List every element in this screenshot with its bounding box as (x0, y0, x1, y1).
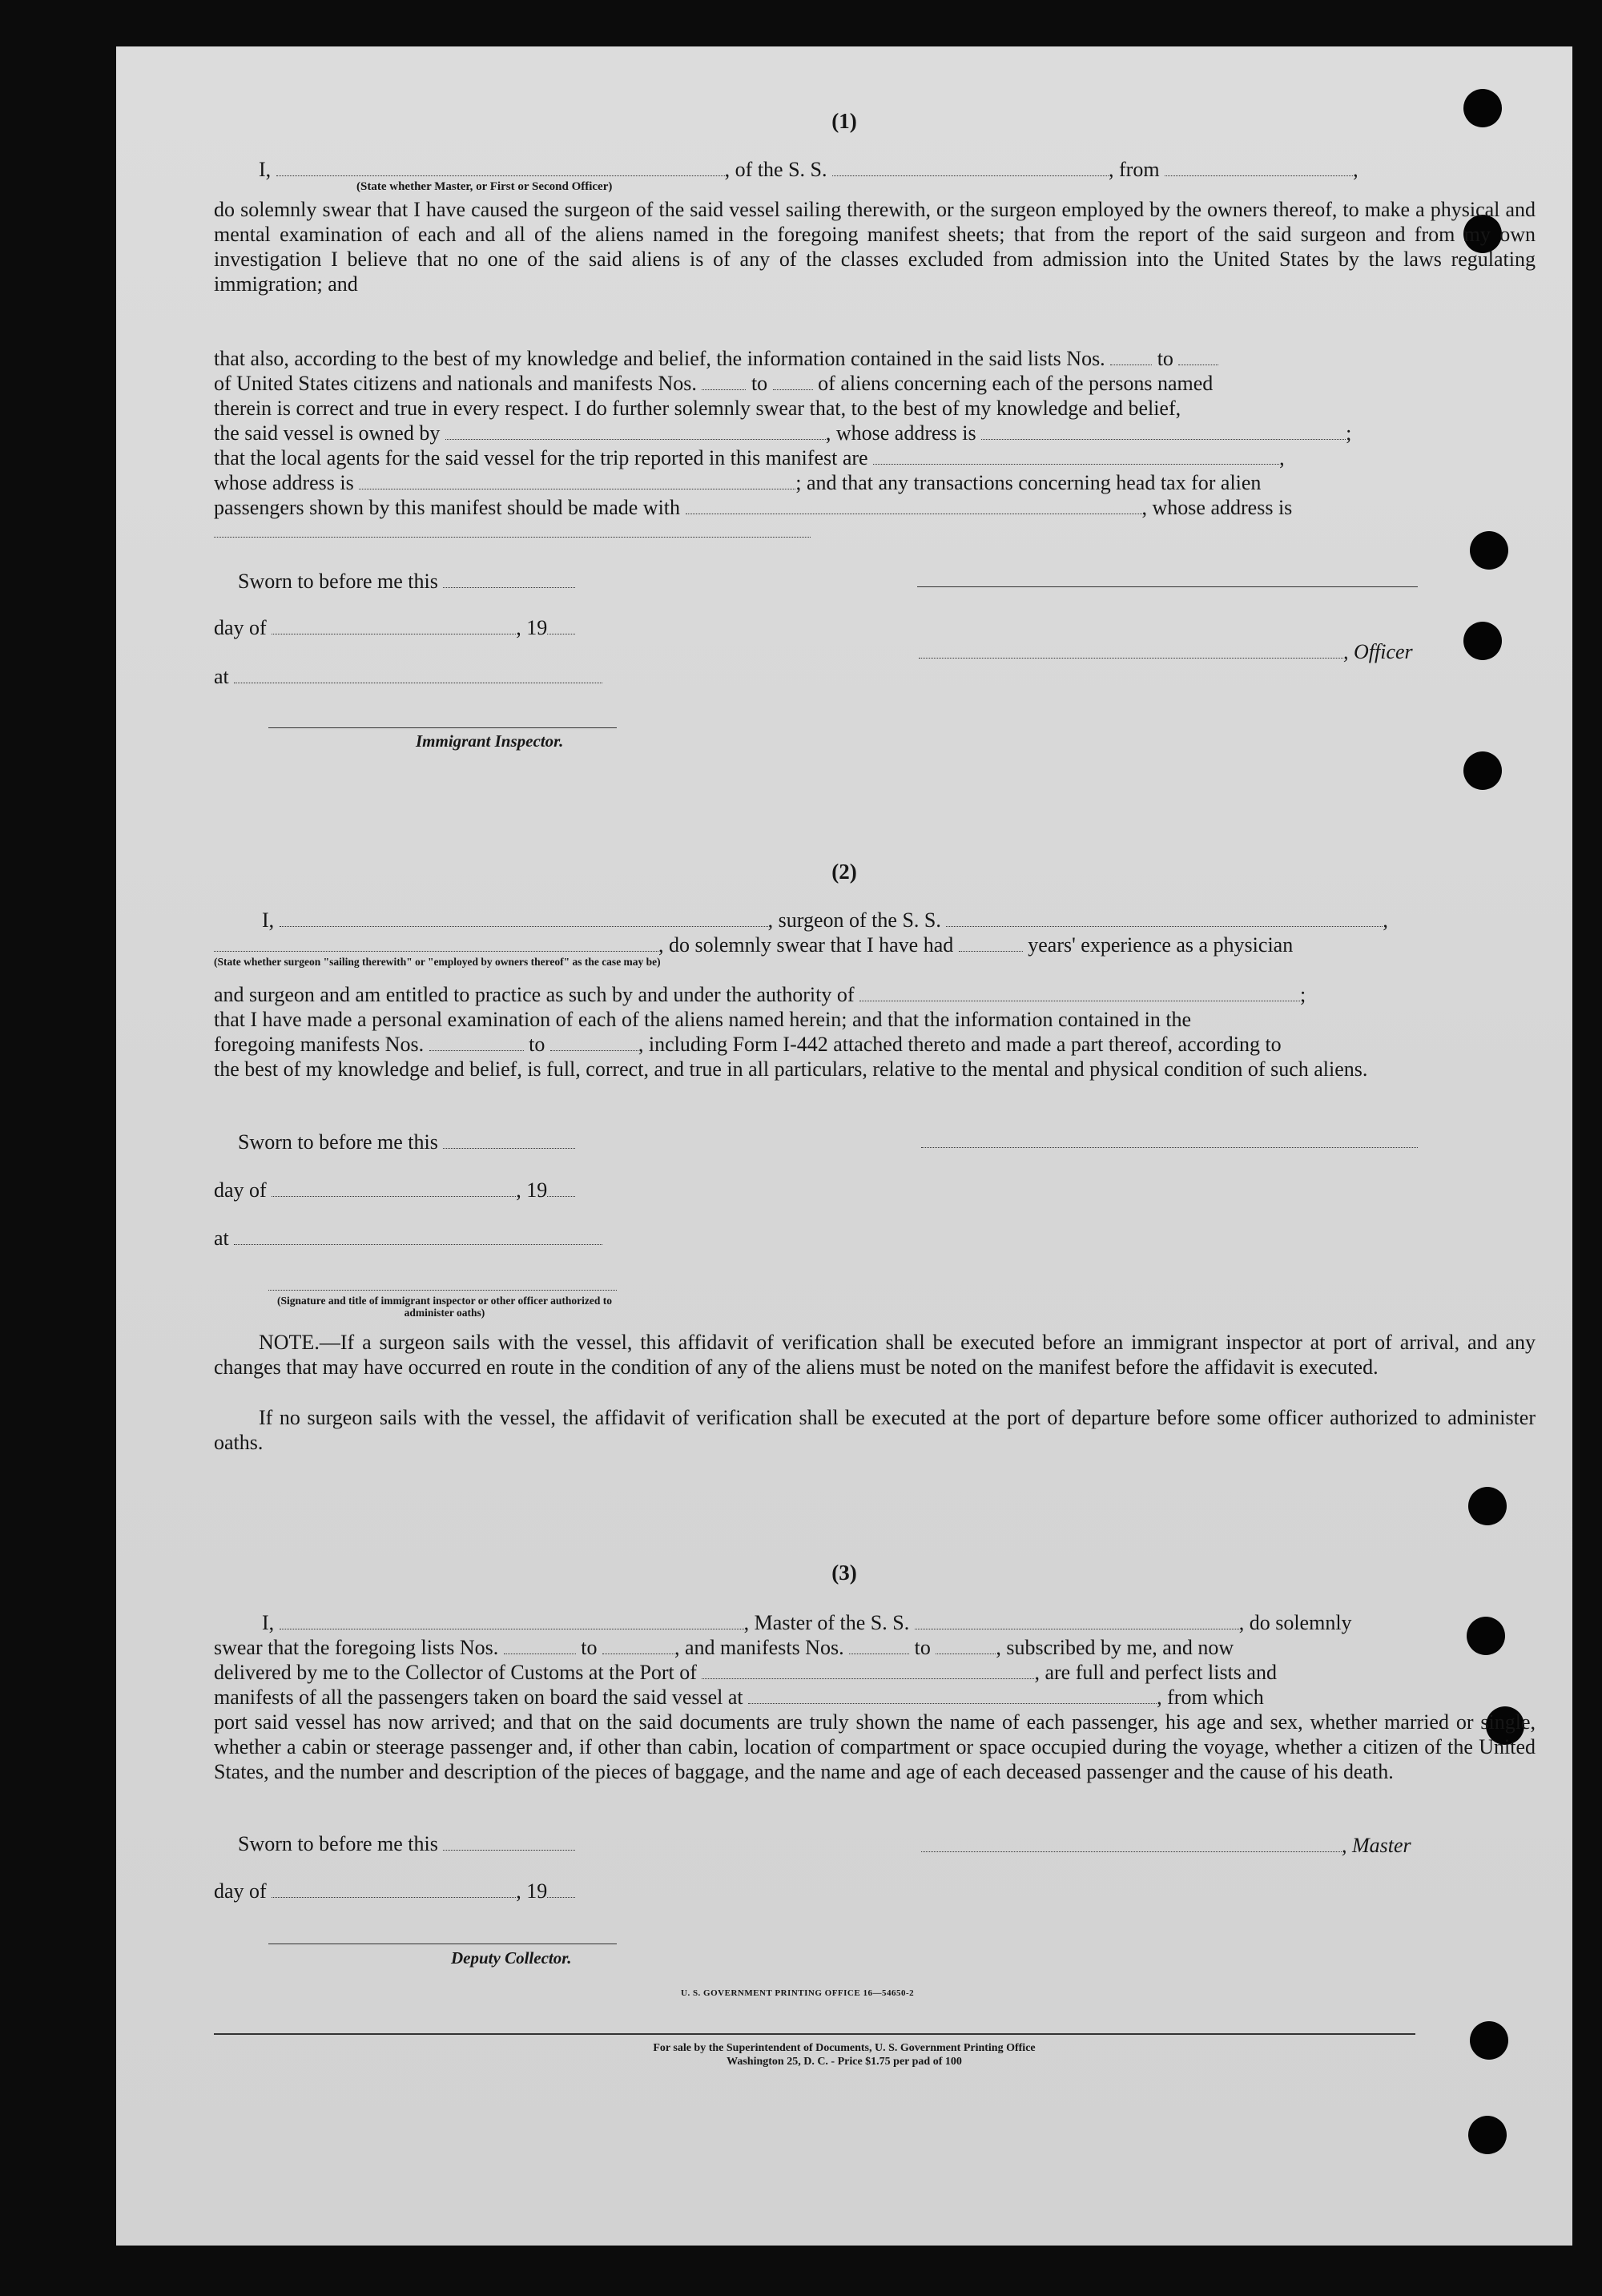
section-1-number: (1) (831, 109, 857, 133)
punch-hole-3 (1470, 531, 1508, 570)
punch-hole-5 (1463, 751, 1502, 790)
s1-location-field[interactable] (234, 665, 602, 683)
s3-vessel-field[interactable] (915, 1611, 1239, 1629)
s3-master-signature-field[interactable] (921, 1834, 1342, 1852)
s1-line-whose: whose address is ; and that any transactions concerning head tax for alien (214, 471, 1262, 494)
officer-name-field[interactable] (276, 158, 725, 176)
s2-manifests-to-field[interactable] (550, 1033, 638, 1051)
surgeon-status-field[interactable] (214, 933, 658, 952)
s1-line-agents: that the local agents for the said vessel for the trip reported in this manifest are , (214, 446, 1285, 469)
s1-inspector-signature-line[interactable] (268, 727, 617, 728)
s3-sworn: Sworn to before me this (238, 1831, 575, 1856)
s2-line-4: that I have made a personal examination of each of the aliens named herein; and that the information contained in the (214, 1008, 1192, 1031)
footer-rule (214, 2033, 1415, 2035)
s2-line-3: and surgeon and am entitled to practice as such by and under the authority of ; (214, 983, 1306, 1006)
embarkation-port-field[interactable] (748, 1686, 1157, 1704)
s3-line-4: manifests of all the passengers taken on board the said vessel at , from which (214, 1686, 1264, 1709)
s3-manifests-to-field[interactable] (936, 1636, 996, 1654)
s1-day: day of , 19 (214, 615, 575, 640)
s1-line-owned: the said vessel is owned by , whose address is ; (214, 421, 1352, 445)
vessel-name-field[interactable] (832, 158, 1109, 176)
s2-line-2: , do solemnly swear that I have had years' experience as a physician (214, 932, 1293, 957)
manifests-from-field[interactable] (702, 372, 746, 390)
footer-line-1: For sale by the Superintendent of Documents, U. S. Government Printing Office (653, 2042, 1036, 2054)
agents-address-field[interactable] (359, 471, 795, 489)
s1-line-passengers: passengers shown by this manifest should be made with , whose address is (214, 496, 1293, 519)
years-experience-field[interactable] (959, 933, 1023, 952)
s3-day: day of , 19 (214, 1879, 575, 1903)
owner-field[interactable] (445, 421, 826, 440)
s3-month-field[interactable] (272, 1879, 516, 1898)
footer-sale-notice (116, 2041, 1572, 2068)
s1-month-field[interactable] (272, 616, 516, 634)
s3-sworn-date-field[interactable] (443, 1832, 575, 1851)
s2-day: day of , 19 (214, 1178, 575, 1202)
s2-vessel-field[interactable] (946, 908, 1383, 927)
s2-surgeon-signature-line[interactable] (921, 1147, 1418, 1148)
s3-deputy-label: Deputy Collector. (451, 1948, 572, 1968)
s2-note-1: NOTE.—If a surgeon sails with the vessel, this affidavit of verification shall be executed before an immigrant inspector at port of arrival, and any changes that may have occurred en route in the condition of any of the aliens must be noted on the manifest before the affidavit is executed. (214, 1331, 1536, 1379)
s3-lists-to-field[interactable] (602, 1636, 674, 1654)
s2-note-2: If no surgeon sails with the vessel, the affidavit of verification shall be executed at the port of departure before some officer authorized to administer oaths. (214, 1406, 1536, 1454)
s3-line-2: swear that the foregoing lists Nos. to , and manifests Nos. to , subscribed by me, and now (214, 1636, 1234, 1659)
s1-inspector-label: Immigrant Inspector. (416, 731, 564, 751)
s1-officer-title-field[interactable] (919, 640, 1343, 659)
licensing-authority-field[interactable] (859, 983, 1300, 1001)
s2-sworn-date-field[interactable] (443, 1130, 575, 1149)
s3-year-field[interactable] (547, 1879, 575, 1898)
punch-hole-10 (1468, 2116, 1507, 2154)
s1-line-therein: therein is correct and true in every respect. I do further solemnly swear that, to the best of my knowledge and belief, (214, 397, 1181, 420)
footer-line-2: Washington 25, D. C. - Price $1.75 per pad of 100 (727, 2056, 962, 2068)
s3-lists-from-field[interactable] (504, 1636, 576, 1654)
s2-sworn: Sworn to before me this (238, 1130, 575, 1154)
head-tax-address-field[interactable] (214, 537, 811, 538)
s1-officer-note: (State whether Master, or First or Second Officer) (356, 180, 613, 193)
s3-line-1: I, , Master of the S. S. , do solemnly (262, 1611, 1352, 1634)
s1-officer: , Officer (919, 639, 1413, 664)
s1-officer-signature-line[interactable] (917, 586, 1418, 587)
s1-line-also: that also, according to the best of my knowledge and belief, the information contained in the said lists Nos. to (214, 346, 1218, 371)
s1-at: at (214, 664, 602, 689)
departure-port-field[interactable] (1165, 158, 1353, 176)
punch-hole-7 (1467, 1617, 1505, 1655)
s3-paragraph: port said vessel has now arrived; and that on the said documents are truly shown the name of each passenger, his age and sex, whether married or single, whether a cabin or steerage passenger and, if other than cabin, location of compartment or space occupied during the voyage, whether a citizen of the United States, and the number and description of the pieces of baggage, and the name and age of each deceased passenger and the cause of his death. (214, 1710, 1536, 1783)
s2-year-field[interactable] (547, 1178, 575, 1197)
s1-year-field[interactable] (547, 616, 575, 634)
s2-location-field[interactable] (234, 1227, 602, 1245)
master-name-field[interactable] (280, 1611, 744, 1629)
s3-manifests-from-field[interactable] (849, 1636, 909, 1654)
s1-line-1: I, , of the S. S. , from , (259, 158, 1358, 181)
s1-sworn: Sworn to before me this (238, 569, 575, 594)
arrival-port-field[interactable] (702, 1661, 1034, 1679)
manifests-to-field[interactable] (773, 372, 813, 390)
punch-hole-4 (1463, 622, 1502, 660)
s2-manifests-from-field[interactable] (429, 1033, 524, 1051)
surgeon-name-field[interactable] (280, 908, 768, 927)
s2-at: at (214, 1226, 602, 1251)
punch-hole-6 (1468, 1487, 1507, 1525)
section-3-number: (3) (831, 1561, 857, 1585)
lists-to-field[interactable] (1178, 347, 1218, 365)
s1-paragraph-a: do solemnly swear that I have caused the surgeon of the said vessel sailing therewith, or the surgeon employed by the owners thereof, to make a physical and mental examination of each and all of the aliens named in the foregoing manifest sheets; that from the report of the said surgeon and from my own investigation I believe that no one of the said aliens is of any of the classes excluded from admission into the United States by the laws regulating immigration; and (214, 198, 1536, 296)
local-agents-field[interactable] (873, 446, 1279, 465)
s2-line-6: the best of my knowledge and belief, is full, correct, and true in all particulars, relative to the mental and physical condition of such aliens. (214, 1057, 1368, 1081)
s2-line-1: I, , surgeon of the S. S. , (262, 908, 1388, 932)
lists-from-field[interactable] (1110, 347, 1152, 365)
s2-signature-note: (Signature and title of immigrant inspector or other officer authorized to administer oaths) (277, 1295, 612, 1319)
s3-line-3: delivered by me to the Collector of Customs at the Port of , are full and perfect lists and (214, 1661, 1277, 1684)
s1-line-citizens: of United States citizens and nationals and manifests Nos. to of aliens concerning each of the persons named (214, 372, 1214, 395)
owner-address-field[interactable] (981, 421, 1346, 440)
head-tax-contact-field[interactable] (686, 496, 1142, 514)
s2-line-5: foregoing manifests Nos. to , including Form I-442 attached thereto and made a part thereof, according to (214, 1033, 1282, 1056)
section-2-number: (2) (831, 860, 857, 884)
s1-sworn-date-field[interactable] (443, 570, 575, 588)
s2-status-note: (State whether surgeon "sailing therewith" or "employed by owners thereof" as the case may be) (214, 956, 661, 968)
gpo-imprint: U. S. GOVERNMENT PRINTING OFFICE 16—54650-2 (681, 1988, 915, 1998)
s3-master: , Master (921, 1833, 1411, 1858)
s2-month-field[interactable] (272, 1178, 516, 1197)
s2-officer-signature-line[interactable] (268, 1290, 617, 1291)
form-sheet (116, 46, 1572, 2246)
